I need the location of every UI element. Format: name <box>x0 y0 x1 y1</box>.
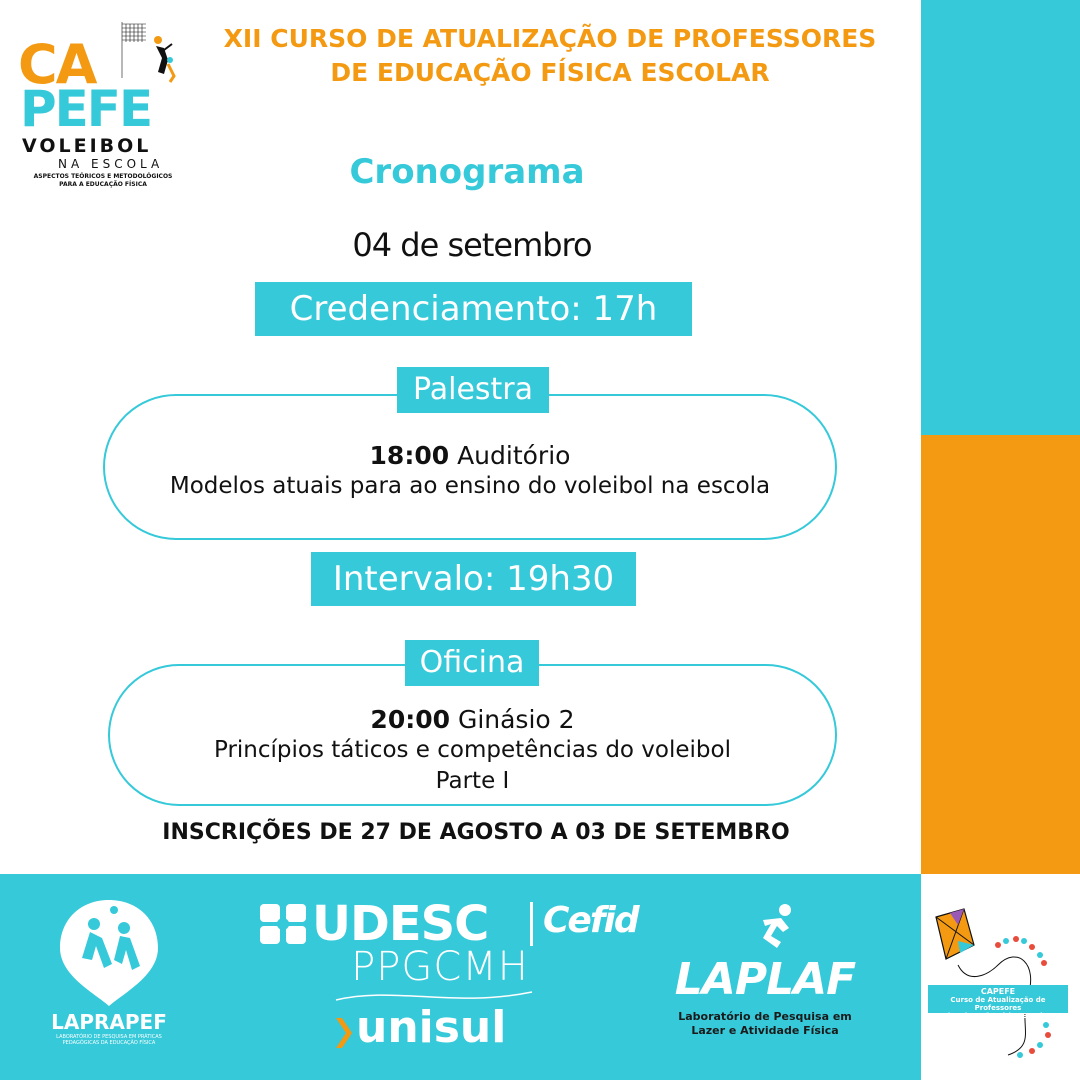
capefe-subtitle-line1: Curso de Atualização de Professores <box>950 996 1046 1012</box>
capefe-label <box>928 985 1068 1020</box>
laplaf-runner-icon <box>753 902 801 950</box>
palestra-place: Auditório <box>457 441 571 470</box>
capefe-title: CAPEFE <box>980 987 1016 996</box>
palestra-tag: Palestra <box>397 367 549 413</box>
right-strip-orange <box>921 435 1080 875</box>
logo-na-escola-text: NA ESCOLA <box>58 157 164 171</box>
oficina-place: Ginásio 2 <box>457 705 575 734</box>
right-strip-teal <box>921 0 1080 435</box>
cefid-wordmark: Cefid <box>543 900 638 941</box>
unisul-chevron-icon <box>334 1016 354 1050</box>
udesc-separator <box>530 902 533 946</box>
volleyball-net-icon <box>118 20 180 84</box>
unisul-wordmark: unisul <box>356 1002 507 1053</box>
logo-voleibol-text: VOLEIBOL <box>22 135 152 157</box>
udesc-wordmark: UDESC <box>312 896 489 952</box>
laprapef-subtitle-line1: LABORATÓRIO DE PESQUISA EM PRÁTICAS <box>56 1034 162 1040</box>
oficina-time: 20:00 <box>370 705 450 734</box>
laplaf-logo <box>665 902 865 1052</box>
capefe-subtitle-line2: de Educação Física Escolar <box>945 1012 1051 1020</box>
capefe-voleibol-logo <box>18 20 183 195</box>
oficina-title: Princípios táticos e competências do voleibol <box>214 737 731 763</box>
laprapef-logo <box>30 898 188 1058</box>
course-title-line1: XII CURSO DE ATUALIZAÇÃO DE PROFESSORES <box>223 24 877 53</box>
palestra-card <box>103 394 837 540</box>
palestra-time: 18:00 <box>369 441 450 470</box>
course-title-line2: DE EDUCAÇÃO FÍSICA ESCOLAR <box>330 58 770 87</box>
laplaf-subtitle-line1: Laboratório de Pesquisa em <box>678 1010 852 1023</box>
ppgcmh-wordmark: PPGCMH <box>351 944 529 990</box>
logo-aspectos-text <box>18 173 188 189</box>
laplaf-name: LAPLAF <box>674 954 856 1005</box>
oficina-subtitle: Parte I <box>435 768 510 794</box>
logo-aspectos-line1: ASPECTOS TEÓRICOS E METODOLÓGICOS <box>33 173 173 180</box>
laprapef-subtitle <box>30 1034 188 1046</box>
credenciamento-badge: Credenciamento: 17h <box>255 282 692 336</box>
intervalo-badge: Intervalo: 19h30 <box>311 552 636 606</box>
oficina-tag: Oficina <box>405 640 539 686</box>
oficina-time-place <box>110 704 835 735</box>
udesc-emblem-icon <box>258 902 308 946</box>
laplaf-subtitle-line2: Lazer e Atividade Física <box>691 1024 839 1037</box>
logo-pefe-text: PEFE <box>20 80 152 138</box>
palestra-title: Modelos atuais para ao ensino do voleibol na escola <box>169 473 771 499</box>
unisul-logo <box>334 1002 524 1060</box>
course-title <box>180 22 920 90</box>
laprapef-pin-icon <box>56 898 162 1008</box>
palestra-time-place <box>105 440 835 471</box>
laplaf-subtitle <box>665 1010 865 1038</box>
laprapef-name: LAPRAPEF <box>51 1010 167 1034</box>
laprapef-subtitle-line2: PEDAGÓGICAS DA EDUCAÇÃO FÍSICA <box>62 1040 156 1046</box>
schedule-date: 04 de setembro <box>352 226 592 264</box>
schedule-heading: Cronograma <box>349 152 585 192</box>
inscricoes-text: INSCRIÇÕES DE 27 DE AGOSTO A 03 DE SETEMBRO <box>162 820 790 845</box>
logo-aspectos-line2: PARA A EDUCAÇÃO FÍSICA <box>59 181 147 188</box>
logo-ca-text: CA <box>18 33 96 96</box>
